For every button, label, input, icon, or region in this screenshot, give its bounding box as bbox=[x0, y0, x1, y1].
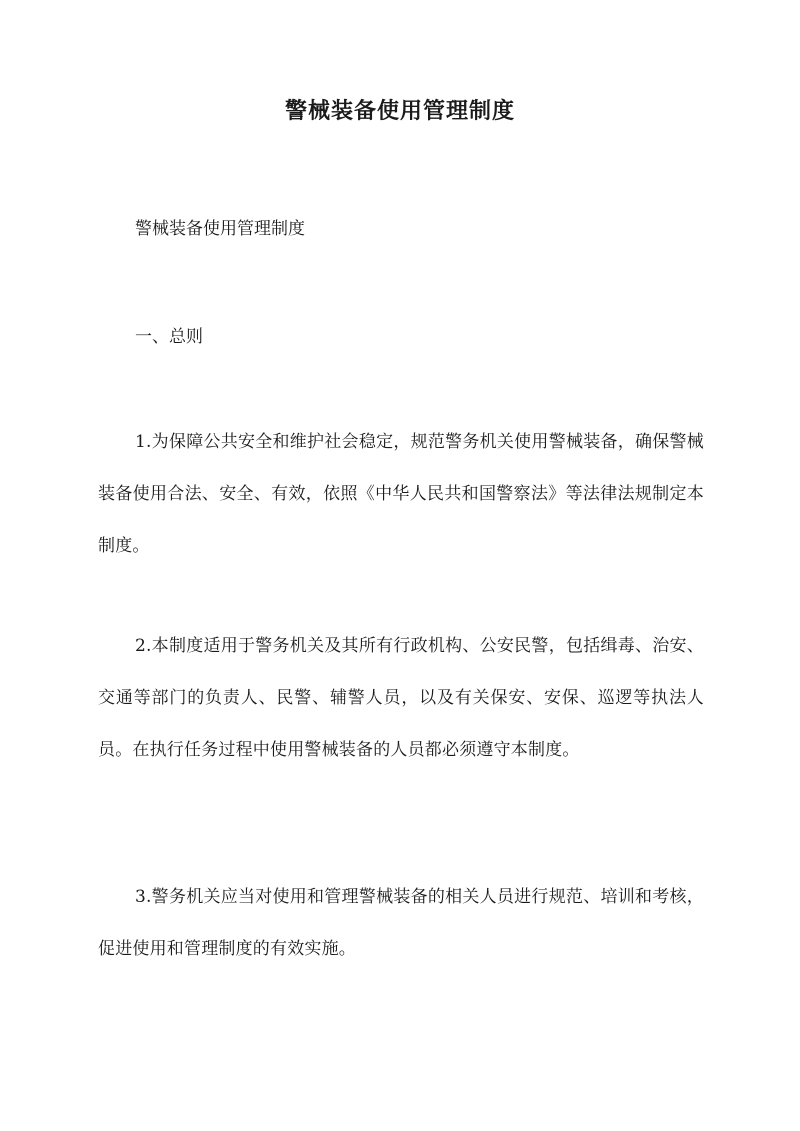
paragraph-2: 2.本制度适用于警务机关及其所有行政机构、公安民警，包括缉毒、治安、交通等部门的负责人、民警、辅警人员，以及有关保安、安保、巡逻等执法人员。在执行任务过程中使用警械装备的人员都必须遵守本制度。 bbox=[98, 636, 704, 760]
paragraph-3: 3.警务机关应当对使用和管理警械装备的相关人员进行规范、培训和考核，促进使用和管理制度的有效实施。 bbox=[98, 887, 704, 959]
document-title: 警械装备使用管理制度 bbox=[284, 98, 515, 124]
section-heading-general: 一、总则 bbox=[135, 327, 203, 347]
paragraph-1: 1.为保障公共安全和维护社会稳定，规范警务机关使用警械装备，确保警械装备使用合法、安全、有效，依照《中华人民共和国警察法》等法律法规制定本制度。 bbox=[98, 432, 704, 556]
document-subtitle: 警械装备使用管理制度 bbox=[135, 219, 305, 239]
